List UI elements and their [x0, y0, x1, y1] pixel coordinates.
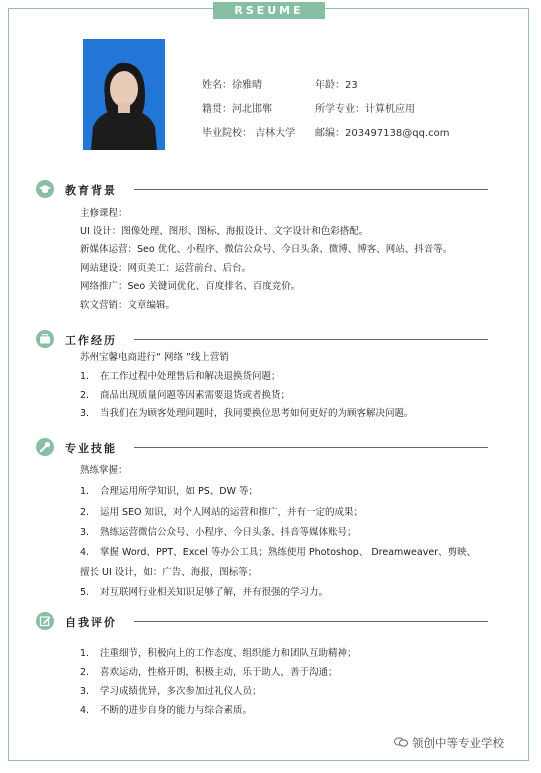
- education-line: 软文营销：文章编辑。: [80, 300, 176, 311]
- list-number: 1.: [80, 371, 90, 382]
- skills-item: 运用 SEO 知识，对个人网站的运营和推广，并有一定的成果；: [100, 507, 364, 518]
- section-divider: [134, 621, 488, 622]
- briefcase-icon: [36, 330, 54, 348]
- skills-item: 对互联网行业相关知识足够了解，并有很强的学习力。: [100, 587, 329, 598]
- list-number: 3.: [80, 686, 90, 697]
- education-line: UI 设计：图像处理、图形、图标、海报设计、文字设计和色彩搭配。: [80, 226, 369, 237]
- list-number: 1.: [80, 486, 90, 497]
- self-eval-item: 注重细节，积极向上的工作态度、组织能力和团队互助精神；: [100, 648, 357, 659]
- list-number: 2.: [80, 667, 90, 678]
- list-number: 2.: [80, 390, 90, 401]
- list-number: 4.: [80, 705, 90, 716]
- education-line: 新媒体运营：Seo 优化、小程序、微信公众号、今日头条、微博、博客、网站、抖音等。: [80, 244, 453, 255]
- portrait-image: [83, 39, 165, 150]
- section-title: 工作经历: [65, 334, 117, 347]
- info-school: 毕业院校： 吉林大学: [202, 128, 296, 139]
- resume-header-band: RSEUME: [213, 2, 325, 19]
- skills-item-continuation: 擅长 UI 设计，如：广告、海报，图标等；: [80, 567, 258, 578]
- skills-item: 熟练运营微信公众号、小程序、今日头条、抖音等媒体账号；: [100, 527, 357, 538]
- list-number: 3.: [80, 527, 90, 538]
- education-line: 主修课程：: [80, 208, 128, 219]
- skills-item: 掌握 Word、PPT、Excel 等办公工具；熟练使用 Photoshop、 Dreamweaver、剪映、: [100, 547, 477, 558]
- section-divider: [134, 339, 488, 340]
- work-intro: 苏州宝馨电商进行“ 网络 ”线上营销: [80, 352, 229, 363]
- self-eval-item: 不断的进步自身的能力与综合素质。: [100, 705, 253, 716]
- work-section-header: [36, 330, 488, 348]
- skills-item: 合理运用所学知识，如 PS、DW 等；: [100, 486, 259, 497]
- wrench-icon: [36, 438, 54, 456]
- self-eval-item: 喜欢运动，性格开朗，积极主动，乐于助人，善于沟通；: [100, 667, 338, 678]
- list-number: 5.: [80, 587, 90, 598]
- info-origin: 籍贯：河北邯郸: [202, 104, 272, 115]
- self-eval-item: 学习成绩优异，多次参加过礼仪人员；: [100, 686, 262, 697]
- education-line: 网站建设：网页美工：运营前台、后台。: [80, 263, 252, 274]
- section-title: 自我评价: [65, 616, 117, 629]
- work-item: 在工作过程中处理售后和解决退换货问题；: [100, 371, 281, 382]
- profile-photo: [83, 39, 165, 150]
- section-title: 教育背景: [65, 184, 117, 197]
- education-section-header: [36, 180, 488, 198]
- skills-section-header: [36, 438, 488, 456]
- info-name: 姓名：徐雅晴: [202, 80, 262, 91]
- info-email: 邮编：203497138@qq.com: [315, 128, 450, 139]
- info-major: 所学专业：计算机应用: [315, 104, 415, 115]
- section-divider: [134, 447, 488, 448]
- work-item: 当我们在为顾客处理问题时，我同要换位思考如何更好的为顾客解决问题。: [100, 408, 414, 419]
- list-number: 1.: [80, 648, 90, 659]
- list-number: 4.: [80, 547, 90, 558]
- info-age: 年龄：23: [315, 80, 358, 91]
- wechat-icon: [394, 737, 408, 747]
- section-title: 专业技能: [65, 442, 117, 455]
- skills-intro: 熟练掌握：: [80, 465, 128, 476]
- footer-watermark-text: 领创中等专业学校: [412, 736, 504, 750]
- education-line: 网络推广：Seo 关键词优化、百度排名、百度竞价。: [80, 281, 301, 292]
- list-number: 3.: [80, 408, 90, 419]
- edit-icon: [36, 612, 54, 630]
- self-eval-section-header: [36, 612, 488, 630]
- graduation-cap-icon: [36, 180, 54, 198]
- section-divider: [134, 189, 488, 190]
- work-item: 商品出现质量问题等因素需要退货或者换货；: [100, 390, 291, 401]
- list-number: 2.: [80, 507, 90, 518]
